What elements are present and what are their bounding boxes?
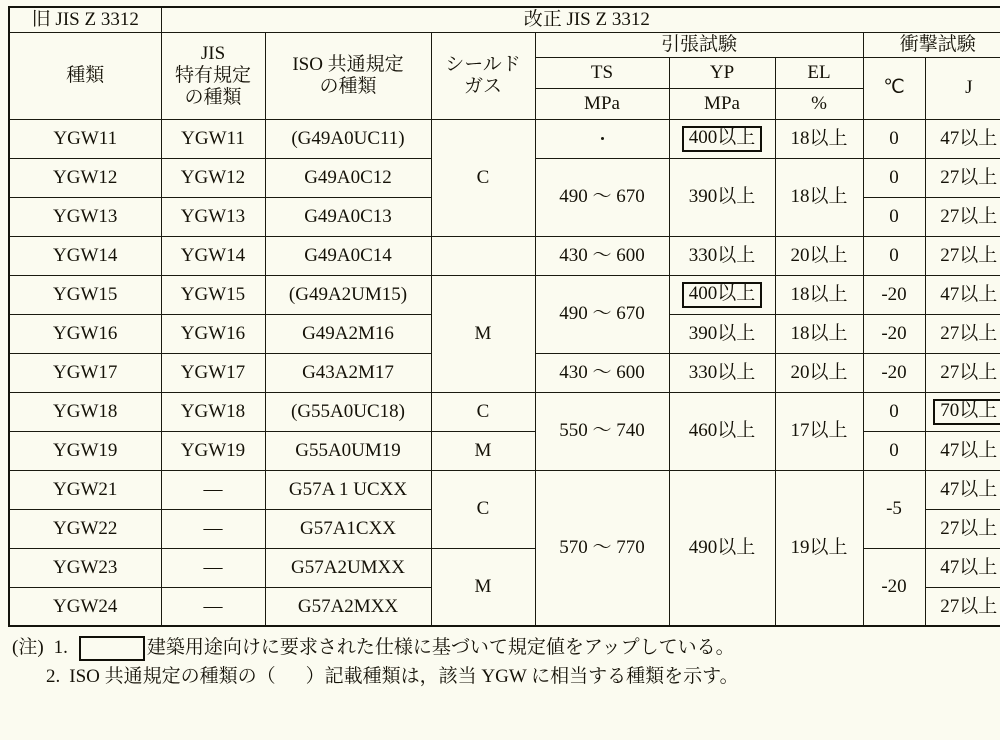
header-col-jis-special-l3: の種類 <box>184 86 242 108</box>
cell-jis-type: YGW11 <box>161 119 265 158</box>
cell-energy <box>925 392 1000 431</box>
note-2-text-a: ISO 共通規定の種類の（ <box>69 665 276 687</box>
cell-jis-type: YGW14 <box>161 236 265 275</box>
header-col-iso <box>265 32 431 119</box>
header-temp: ℃ <box>863 57 925 119</box>
cell-jis-type: YGW15 <box>161 275 265 314</box>
note-2-text-b: ）記載種類は，該当 YGW に相当する種類を示す。 <box>305 665 739 687</box>
note-line-1 <box>12 634 992 663</box>
cell-shield-gas: C <box>431 392 535 431</box>
cell-old-type: YGW24 <box>9 587 161 626</box>
cell-shield-gas <box>431 236 535 275</box>
cell-iso-type: G43A2M17 <box>265 353 431 392</box>
cell-yp: 460以上 <box>669 392 775 470</box>
header-col-shield-l2: ガス <box>463 75 502 97</box>
cell-shield-gas: M <box>431 548 535 626</box>
header-col-type: 種類 <box>9 32 161 119</box>
table-notes <box>8 634 992 691</box>
cell-el: 18以上 <box>775 314 863 353</box>
cell-energy: 27以上 <box>925 353 1000 392</box>
cell-ts: 490 ～ 670 <box>535 158 669 236</box>
cell-jis-type: YGW12 <box>161 158 265 197</box>
table-row <box>9 236 1000 275</box>
cell-temp: 0 <box>863 197 925 236</box>
table-row <box>9 119 1000 158</box>
header-energy: J <box>925 57 1000 119</box>
cell-old-type: YGW11 <box>9 119 161 158</box>
cell-energy: 47以上 <box>925 275 1000 314</box>
cell-yp: 390以上 <box>669 158 775 236</box>
header-col-shield-gas <box>431 32 535 119</box>
cell-el: 18以上 <box>775 119 863 158</box>
note-1-text: 建築用途向けに要求された仕様に基づいて規定値をアップしている。 <box>146 637 735 659</box>
spec-table <box>8 6 1000 627</box>
header-yp: YP <box>669 57 775 88</box>
cell-old-type: YGW15 <box>9 275 161 314</box>
header-el: EL <box>775 57 863 88</box>
cell-yp-boxed-value: 400以上 <box>682 282 763 308</box>
cell-jis-type: — <box>161 509 265 548</box>
cell-yp <box>669 275 775 314</box>
header-group-tensile: 引張試験 <box>535 32 863 57</box>
cell-jis-type: YGW18 <box>161 392 265 431</box>
cell-temp: 0 <box>863 431 925 470</box>
cell-shield-gas: C <box>431 119 535 236</box>
cell-yp: 330以上 <box>669 236 775 275</box>
cell-iso-type: G49A2M16 <box>265 314 431 353</box>
cell-energy: 27以上 <box>925 587 1000 626</box>
cell-temp: -20 <box>863 353 925 392</box>
cell-temp: 0 <box>863 158 925 197</box>
cell-old-type: YGW17 <box>9 353 161 392</box>
header-col-jis-special-l2: 特有規定 <box>174 64 251 86</box>
header-yp-unit: MPa <box>669 88 775 119</box>
cell-ts: 430 ～ 600 <box>535 353 669 392</box>
header-ts-unit: MPa <box>535 88 669 119</box>
header-group-impact: 衝撃試験 <box>863 32 1000 57</box>
cell-energy: 47以上 <box>925 548 1000 587</box>
header-new-standard: 改正 JIS Z 3312 <box>161 7 1000 32</box>
cell-temp: -5 <box>863 470 925 548</box>
cell-ts: 490 ～ 670 <box>535 275 669 353</box>
cell-ts: 430 ～ 600 <box>535 236 669 275</box>
note-2-number: 2. <box>46 665 61 687</box>
cell-el: 19以上 <box>775 470 863 626</box>
cell-temp: -20 <box>863 314 925 353</box>
dot-mark <box>601 137 604 140</box>
cell-jis-type: — <box>161 548 265 587</box>
cell-energy: 27以上 <box>925 509 1000 548</box>
cell-temp: 0 <box>863 392 925 431</box>
cell-el: 17以上 <box>775 392 863 470</box>
cell-iso-type: G49A0C13 <box>265 197 431 236</box>
cell-old-type: YGW22 <box>9 509 161 548</box>
cell-jis-type: YGW19 <box>161 431 265 470</box>
cell-iso-type: G57A1CXX <box>265 509 431 548</box>
cell-temp: 0 <box>863 119 925 158</box>
cell-iso-type: (G49A0UC11) <box>265 119 431 158</box>
cell-jis-type: YGW16 <box>161 314 265 353</box>
cell-energy: 27以上 <box>925 314 1000 353</box>
header-col-jis-special-l1: JIS <box>200 43 226 64</box>
cell-shield-gas: M <box>431 431 535 470</box>
notes-label: (注) <box>12 637 44 659</box>
cell-yp <box>669 119 775 158</box>
cell-iso-type: G49A0C14 <box>265 236 431 275</box>
cell-energy: 47以上 <box>925 119 1000 158</box>
cell-iso-type: (G55A0UC18) <box>265 392 431 431</box>
empty-box-marker-icon <box>79 636 145 661</box>
cell-jis-type: — <box>161 587 265 626</box>
cell-shield-gas: M <box>431 275 535 392</box>
table-row <box>9 470 1000 509</box>
cell-energy: 47以上 <box>925 431 1000 470</box>
cell-yp-boxed-value: 400以上 <box>682 126 763 152</box>
header-old-standard: 旧 JIS Z 3312 <box>9 7 161 32</box>
cell-yp: 330以上 <box>669 353 775 392</box>
cell-old-type: YGW16 <box>9 314 161 353</box>
cell-old-type: YGW12 <box>9 158 161 197</box>
cell-old-type: YGW19 <box>9 431 161 470</box>
cell-el: 20以上 <box>775 353 863 392</box>
cell-old-type: YGW21 <box>9 470 161 509</box>
cell-old-type: YGW13 <box>9 197 161 236</box>
header-el-unit: % <box>775 88 863 119</box>
header-ts: TS <box>535 57 669 88</box>
header-col-iso-l2: の種類 <box>319 75 377 97</box>
cell-temp: -20 <box>863 275 925 314</box>
cell-el: 20以上 <box>775 236 863 275</box>
header-col-iso-l1: ISO 共通規定 <box>292 53 404 75</box>
header-col-jis-special <box>161 32 265 119</box>
cell-iso-type: G57A2MXX <box>265 587 431 626</box>
cell-ts: 570 ～ 770 <box>535 470 669 626</box>
cell-el: 18以上 <box>775 158 863 236</box>
note-line-2 <box>12 663 992 692</box>
cell-shield-gas: C <box>431 470 535 548</box>
cell-yp: 490以上 <box>669 470 775 626</box>
cell-energy-boxed-value: 70以上 <box>933 399 1000 425</box>
table-row <box>9 275 1000 314</box>
cell-ts: 550 ～ 740 <box>535 392 669 470</box>
cell-old-type: YGW23 <box>9 548 161 587</box>
cell-energy: 27以上 <box>925 197 1000 236</box>
cell-iso-type: G57A 1 UCXX <box>265 470 431 509</box>
cell-energy: 47以上 <box>925 470 1000 509</box>
cell-jis-type: YGW13 <box>161 197 265 236</box>
cell-energy: 27以上 <box>925 236 1000 275</box>
cell-temp: -20 <box>863 548 925 626</box>
table-row <box>9 392 1000 431</box>
cell-energy: 27以上 <box>925 158 1000 197</box>
cell-ts <box>535 119 669 158</box>
cell-iso-type: G55A0UM19 <box>265 431 431 470</box>
cell-old-type: YGW14 <box>9 236 161 275</box>
cell-iso-type: G57A2UMXX <box>265 548 431 587</box>
cell-jis-type: YGW17 <box>161 353 265 392</box>
cell-temp: 0 <box>863 236 925 275</box>
note-1-number: 1. <box>53 637 68 659</box>
header-row-standard <box>9 7 1000 32</box>
cell-iso-type: G49A0C12 <box>265 158 431 197</box>
cell-jis-type: — <box>161 470 265 509</box>
header-row-groups <box>9 32 1000 57</box>
cell-yp: 390以上 <box>669 314 775 353</box>
header-col-shield-l1: シールド <box>445 53 521 75</box>
cell-iso-type: (G49A2UM15) <box>265 275 431 314</box>
cell-old-type: YGW18 <box>9 392 161 431</box>
cell-el: 18以上 <box>775 275 863 314</box>
